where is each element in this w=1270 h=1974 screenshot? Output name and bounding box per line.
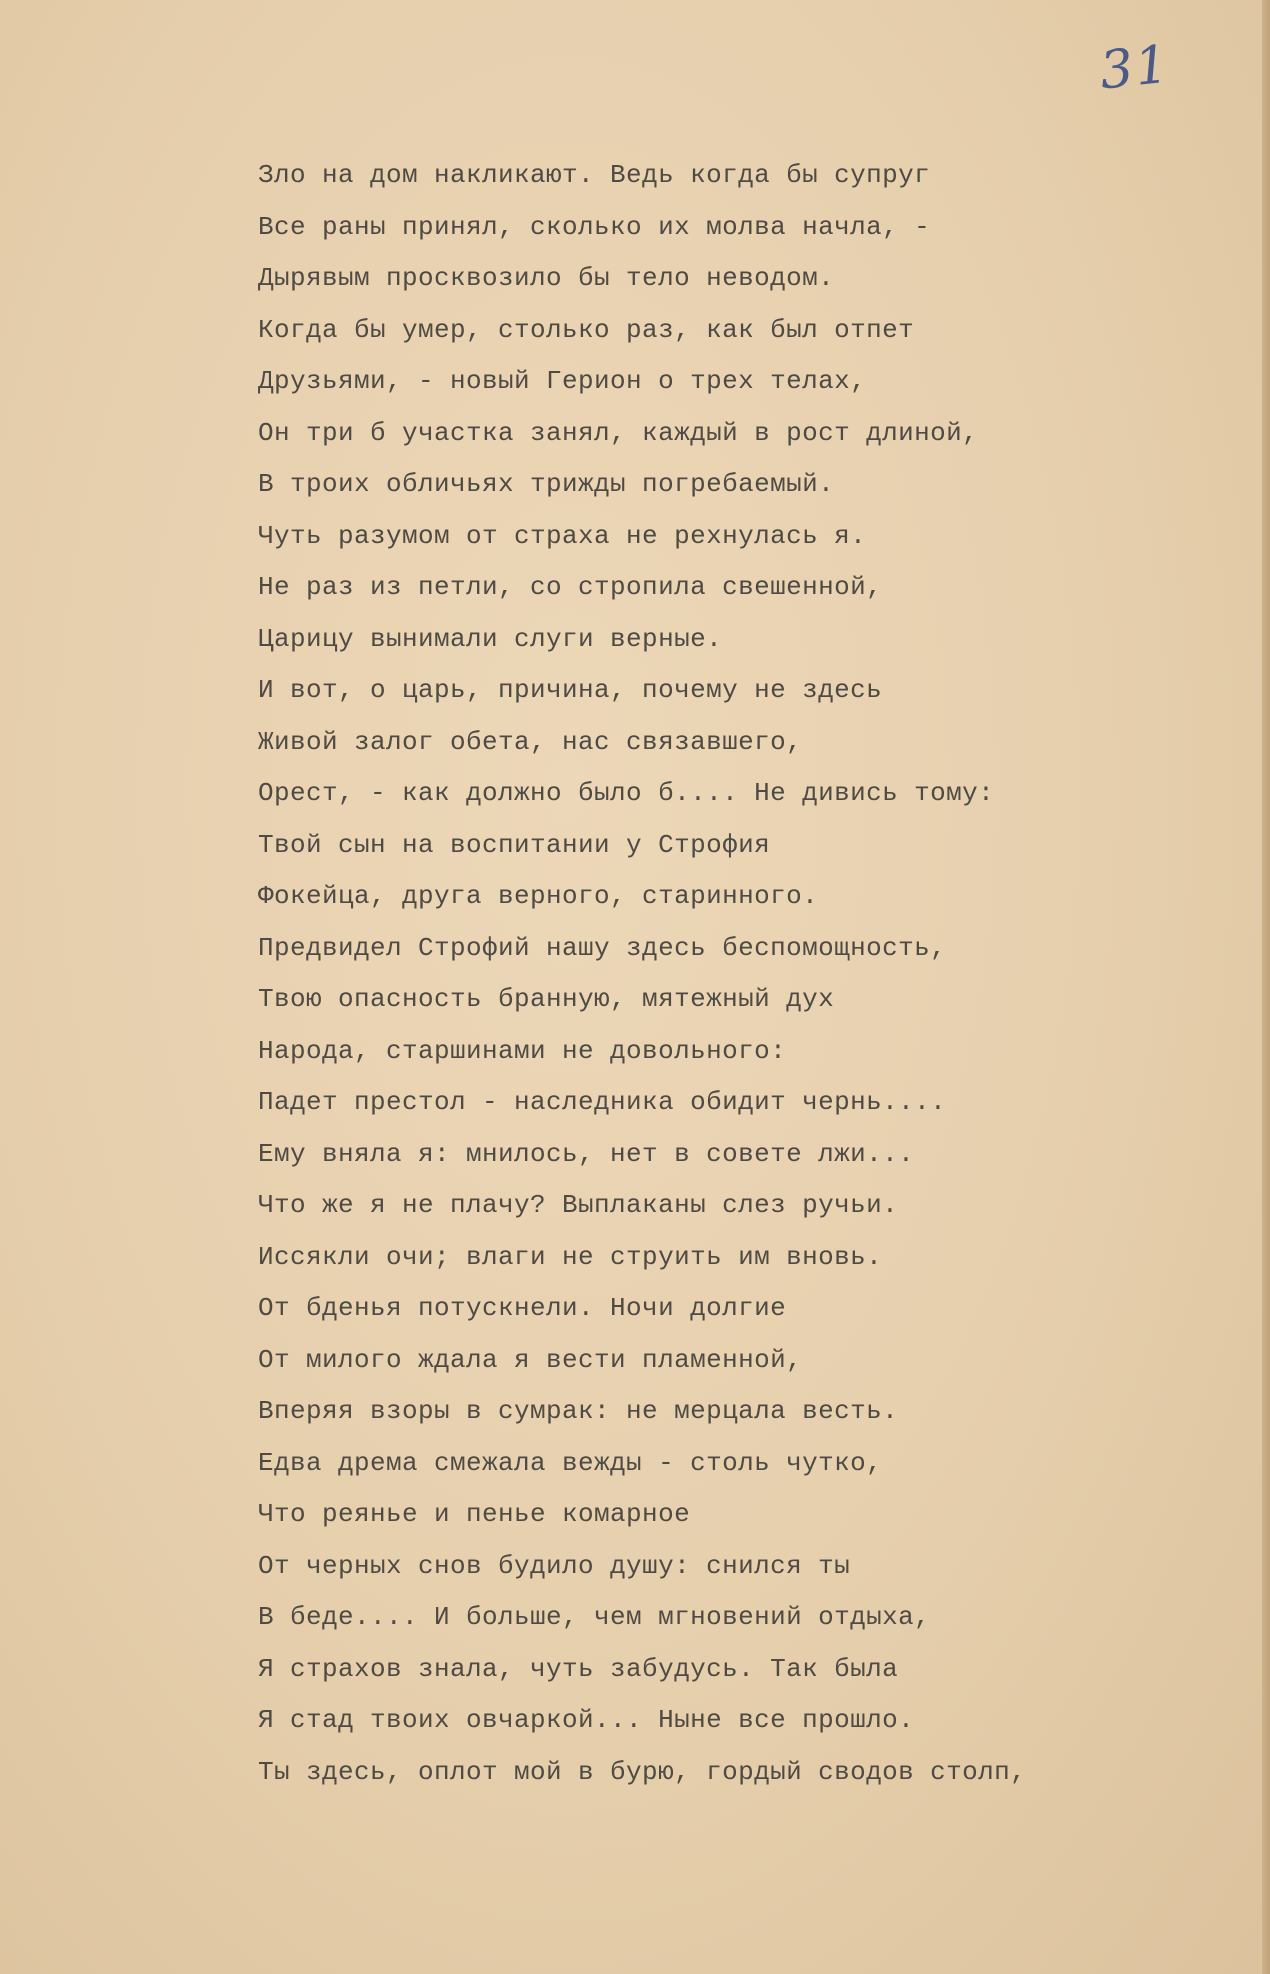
- text-line: От черных снов будило душу: снился ты: [258, 1550, 851, 1581]
- text-line: От бденья потускнели. Ночи долгие: [258, 1293, 787, 1323]
- text-line: Когда бы умер, столько раз, как был отпет: [258, 314, 915, 345]
- text-line: От милого ждала я вести пламенной,: [258, 1344, 803, 1375]
- text-line: Я страхов знала, чуть забудусь. Так была: [258, 1653, 899, 1684]
- poem-text: [258, 150, 1118, 1798]
- text-line: Дырявым просквозило бы тело неводом.: [258, 263, 835, 293]
- text-line: Я стад твоих овчаркой... Ныне все прошло.: [258, 1705, 915, 1735]
- text-line: Падет престол - наследника обидит чернь....: [258, 1087, 947, 1117]
- text-line: Фокейца, друга верного, старинного.: [258, 881, 819, 911]
- text-line: Не раз из петли, со стропила свешенной,: [258, 572, 883, 602]
- text-line: Иссякли очи; влаги не струить им вновь.: [258, 1241, 883, 1272]
- page-number: 31: [1097, 34, 1174, 102]
- text-line: Друзьями, - новый Герион о трех телах,: [258, 366, 867, 396]
- text-line: В троих обличьях трижды погребаемый.: [258, 469, 835, 499]
- text-line: Ему вняла я: мнилось, нет в совете лжи...: [258, 1138, 915, 1169]
- text-line: И вот, о царь, причина, почему не здесь: [258, 675, 883, 705]
- text-line: Он три б участка занял, каждый в рост длиной,: [258, 417, 979, 448]
- text-line: Живой залог обета, нас связавшего,: [258, 726, 803, 757]
- text-line: В беде.... И больше, чем мгновений отдыха,: [258, 1602, 931, 1632]
- text-line: Зло на дом накликают. Ведь когда бы супруг: [258, 160, 931, 190]
- text-line: Твою опасность бранную, мятежный дух: [258, 984, 835, 1014]
- text-line: Едва дрема смежала вежды - столь чутко,: [258, 1447, 883, 1478]
- text-line: Ты здесь, оплот мой в бурю, гордый сводов столп,: [258, 1756, 1027, 1787]
- text-line: Чуть разумом от страха не рехнулась я.: [258, 520, 867, 551]
- text-line: Твой сын на воспитании у Строфия: [258, 829, 771, 860]
- text-line: Предвидел Строфий нашу здесь беспомощность,: [258, 932, 947, 963]
- text-line: Все раны принял, сколько их молва начла, -: [258, 211, 931, 242]
- text-line: Что же я не плачу? Выплаканы слез ручьи.: [258, 1190, 899, 1220]
- text-line: Орест, - как должно было б.... Не дивись тому:: [258, 778, 995, 808]
- text-line: Царицу вынимали слуги верные.: [258, 623, 723, 654]
- text-line: Народа, старшинами не довольного:: [258, 1035, 787, 1066]
- page-edge: [1262, 0, 1270, 1974]
- text-line: Что реянье и пенье комарное: [258, 1499, 691, 1529]
- text-line: Вперяя взоры в сумрак: не мерцала весть.: [258, 1396, 899, 1426]
